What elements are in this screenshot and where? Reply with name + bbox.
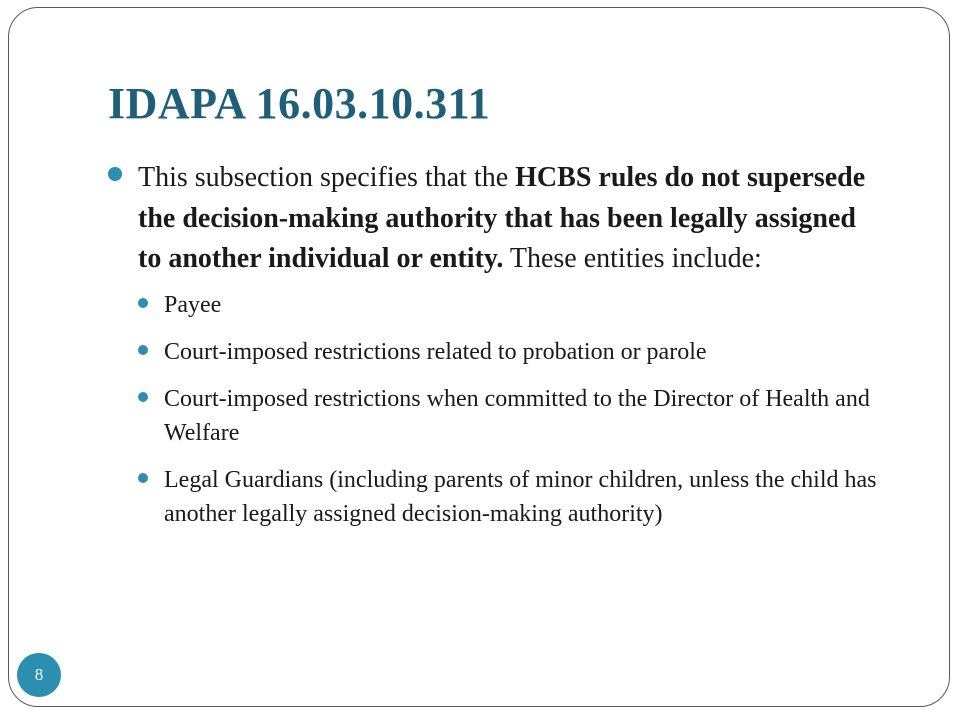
bullet-dot-icon	[138, 345, 148, 355]
sub-bullet-list	[108, 288, 878, 531]
slide-body	[108, 158, 878, 544]
bullet-dot-icon	[138, 392, 148, 402]
sub-bullet-item	[138, 335, 878, 369]
main-bullet	[108, 158, 878, 280]
main-bullet-bold: HCBS rules do not supersede the decision-making authority that has been legally assigned to another individual or entity.	[138, 162, 866, 274]
sub-bullet-item	[138, 463, 878, 531]
sub-bullet-text: Court-imposed restrictions when committed to the Director of Health and Welfare	[164, 385, 870, 446]
sub-bullet-item	[138, 382, 878, 450]
sub-bullet-text: Court-imposed restrictions related to probation or parole	[164, 338, 707, 365]
sub-bullet-text: Payee	[164, 291, 222, 318]
sub-bullet-text: Legal Guardians (including parents of minor children, unless the child has another legally assigned decision-making authority)	[164, 466, 877, 527]
bullet-dot-icon	[138, 298, 148, 308]
slide-title: IDAPA 16.03.10.311	[108, 79, 491, 128]
main-bullet-outro: These entities include:	[503, 243, 762, 274]
bullet-dot-icon	[138, 473, 148, 483]
page-number-badge: 8	[17, 653, 61, 697]
main-bullet-intro: This subsection specifies that the	[138, 162, 516, 193]
bullet-dot-icon	[108, 167, 122, 181]
sub-bullet-item	[138, 288, 878, 322]
